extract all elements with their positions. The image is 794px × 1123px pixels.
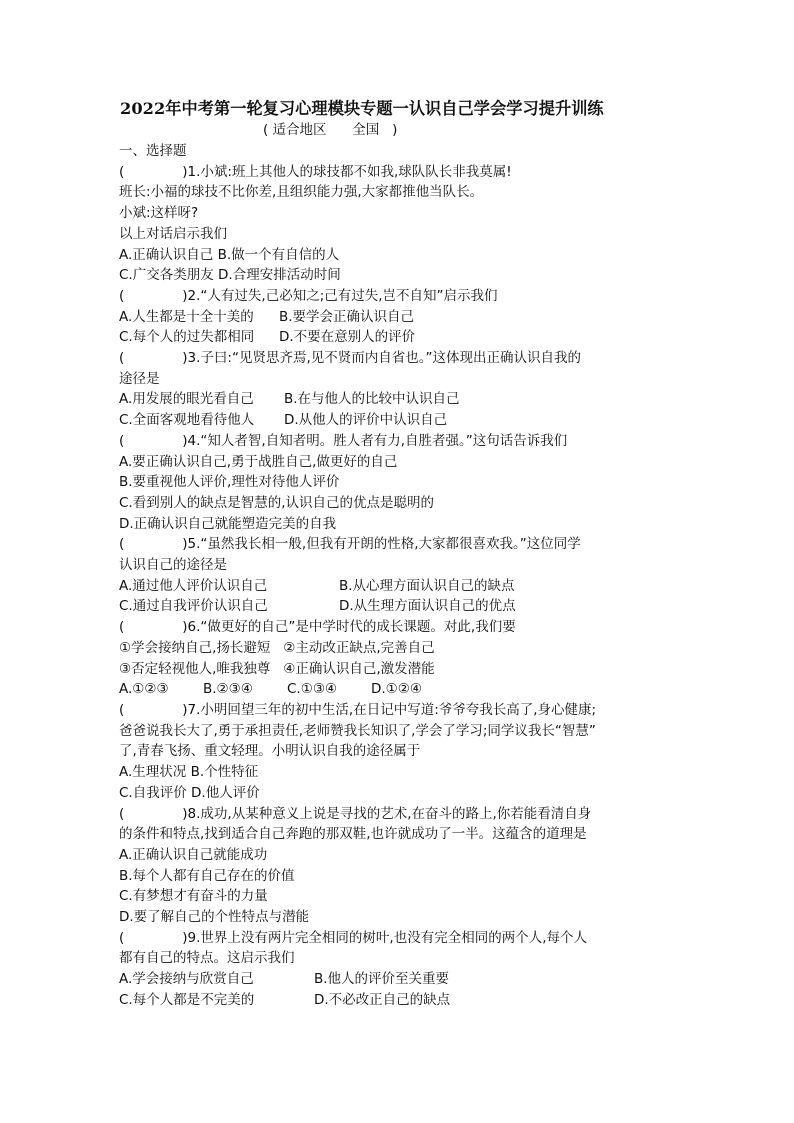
document-page: [119, 98, 679, 1011]
option-row: [119, 327, 679, 348]
question-text: 班长:小福的球技不比你差,且组织能力强,大家都推他当队长。: [119, 184, 484, 201]
question-text: 了,青春飞扬、重文轻理。小明认识自我的途径属于: [119, 743, 421, 760]
option-row: [119, 969, 679, 990]
question-stem: ( )9.世界上没有两片完全相同的树叶,也没有完全相同的两个人,每个人: [119, 929, 588, 946]
question-stem: ( )8.成功,从某种意义上说是寻找的艺术,在奋斗的路上,你若能看清自身: [119, 805, 592, 822]
question-3: [119, 348, 679, 431]
option-row: A.生理状况 B.个性特征: [119, 764, 259, 781]
option-row: [119, 990, 679, 1011]
question-stem: ( )5.“虽然我长相一般,但我有开朗的性格,大家都很喜欢我。”这位同学: [119, 536, 581, 553]
option-a: A.人生都是十全十美的: [119, 308, 254, 325]
question-text: 以上对话启示我们: [119, 225, 227, 242]
option-a: A.①②③: [119, 681, 169, 698]
option-row: [119, 576, 679, 597]
option-row: B.每个人都有自己存在的价值: [119, 867, 295, 884]
option-c: C.全面客观地看待他人: [119, 412, 255, 429]
option-c: C.每个人的过失都相同: [119, 329, 255, 346]
option-d: D.不要在意别人的评价: [279, 329, 416, 346]
question-text: 爸爸说我长大了,勇于承担责任,老师赞我长知识了,学会了学习;同学议我长“智慧”: [119, 722, 596, 739]
option-d: D.从他人的评价中认识自己: [284, 412, 448, 429]
option-b: B.从心理方面认识自己的缺点: [339, 577, 515, 594]
question-text: ①学会接纳自己,扬长避短 ②主动改正缺点,完善自己: [119, 639, 435, 656]
option-d: D.①②④: [371, 681, 422, 698]
question-text: 小斌:这样呀?: [119, 205, 199, 222]
question-stem: ( )3.子曰:“见贤思齐焉,见不贤而内自省也。”这体现出正确认识自我的: [119, 350, 582, 367]
option-row: [119, 307, 679, 328]
question-1: [119, 162, 679, 286]
question-stem: ( )6.“做更好的自己”是中学时代的成长课题。对此,我们要: [119, 619, 516, 636]
option-row: [119, 596, 679, 617]
section-heading: 一、选择题: [119, 143, 187, 159]
question-stem: ( )2.“人有过失,己必知之;己有过失,岂不自知”启示我们: [119, 287, 498, 304]
question-text: 都有自己的特点。这启示我们: [119, 950, 295, 967]
option-row: A.正确认识自己 B.做一个有自信的人: [119, 246, 340, 263]
option-d: D.不必改正自己的缺点: [314, 991, 451, 1008]
question-stem: ( )4.“知人者智,自知者明。胜人者有力,自胜者强。”这句话告诉我们: [119, 432, 568, 449]
option-a: A.用发展的眼光看自己: [119, 391, 254, 408]
option-c: C.每个人都是不完美的: [119, 991, 255, 1008]
question-9: [119, 928, 679, 1011]
option-row: A.要正确认识自己,勇于战胜自己,做更好的自己: [119, 453, 398, 470]
question-text: 认识自己的途径是: [119, 557, 227, 574]
question-6: [119, 617, 679, 700]
question-text: 途径是: [119, 370, 160, 387]
option-row: D.要了解自己的个性特点与潜能: [119, 909, 310, 926]
option-b: B.要学会正确认识自己: [279, 308, 415, 325]
option-row: A.正确认识自己就能成功: [119, 846, 268, 863]
question-8: [119, 804, 679, 928]
option-row: C.看到别人的缺点是智慧的,认识自己的优点是聪明的: [119, 494, 435, 511]
option-row: B.要重视他人评价,理性对待他人评价: [119, 474, 340, 491]
option-row: C.广交各类朋友 D.合理安排活动时间: [119, 267, 341, 284]
option-c: C.通过自我评价认识自己: [119, 598, 268, 615]
question-stem: ( )1.小斌:班上其他人的球技都不如我,球队队长非我莫属!: [119, 163, 512, 180]
question-2: [119, 286, 679, 348]
question-text: 的条件和特点,找到适合自己奔跑的那双鞋,也许就成功了一半。这蕴含的道理是: [119, 826, 587, 843]
question-stem: ( )7.小明回望三年的初中生活,在日记中写道:爷爷夸我长高了,身心健康;: [119, 701, 597, 718]
option-b: B.②③④: [203, 681, 253, 698]
option-b: B.他人的评价至关重要: [314, 971, 450, 988]
option-row: C.有梦想才有奋斗的力量: [119, 888, 268, 905]
option-d: D.从生理方面认识自己的优点: [339, 598, 516, 615]
question-4: [119, 431, 679, 535]
question-7: [119, 700, 679, 804]
option-row: [119, 410, 679, 431]
option-row: C.自我评价 D.他人评价: [119, 784, 260, 801]
option-a: A.通过他人评价认识自己: [119, 577, 268, 594]
option-a: A.学会接纳与欣赏自己: [119, 971, 254, 988]
question-5: [119, 534, 679, 617]
option-row: [119, 389, 679, 410]
option-row: D.正确认识自己就能塑造完美的自我: [119, 515, 337, 532]
document-title: 2022年中考第一轮复习心理模块专题一认识自己学会学习提升训练: [120, 99, 604, 118]
question-text: ③否定轻视他人,唯我独尊 ④正确认识自己,激发潜能: [119, 660, 435, 677]
option-c: C.①③④: [287, 681, 338, 698]
option-row: [119, 679, 679, 700]
document-subtitle: ( 适合地区 全国 ): [263, 122, 398, 138]
option-b: B.在与他人的比较中认识自己: [284, 391, 460, 408]
